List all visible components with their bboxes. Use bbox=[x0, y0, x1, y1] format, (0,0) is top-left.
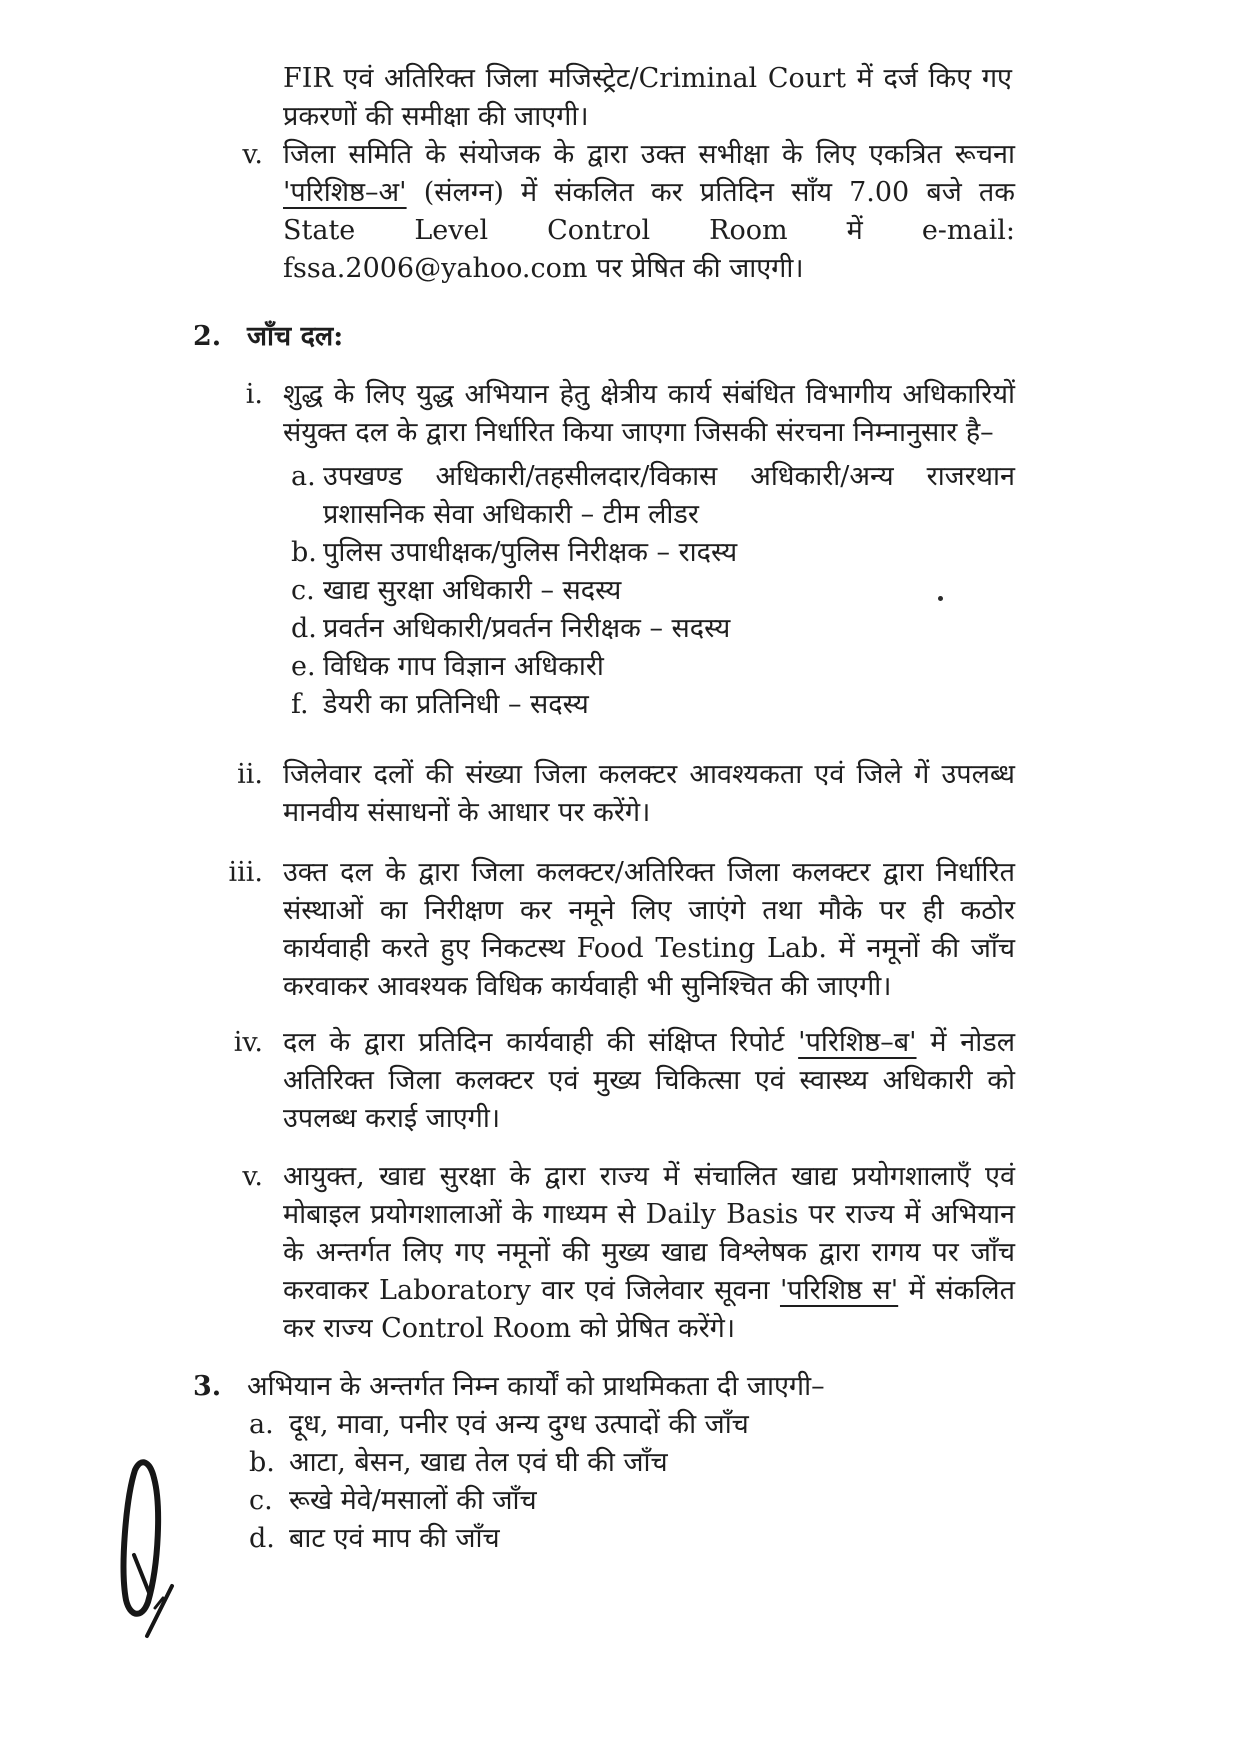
list-item-text bbox=[283, 1024, 1015, 1138]
list-item-text: शुद्ध के लिए युद्ध अभियान हेतु क्षेत्रीय कार्य संबंधित विभागीय अधिकारियों संयुक्त दल के द्वारा निर्धारित किया जाएगा जिसकी संरचना निम्नानुसार है– bbox=[283, 379, 1015, 448]
team-member-item bbox=[291, 610, 1015, 648]
text-segment: (संलग्न) में संकलित कर प्रतिदिन साँय 7.00 बजे तक State Level Control Room में e-mail: fssa.2006@yahoo.com पर प्रेषित की जाएगी। bbox=[283, 177, 1015, 284]
list-item-text bbox=[283, 1158, 1015, 1348]
stray-ink-dot bbox=[938, 596, 943, 601]
text-segment: में संकलित कर राज्य Control Room को प्रेषित करेंगे। bbox=[283, 1275, 1015, 1344]
list-marker: c. bbox=[249, 1485, 273, 1516]
team-member-item bbox=[291, 572, 1015, 610]
list-marker: i. bbox=[245, 379, 263, 410]
text-segment: आयुक्त, खाद्य सुरक्षा के द्वारा राज्य में संचालित खाद्य प्रयोगशालाएँ एवं मोबाइल प्रयोगशालाओं के गाध्यम से Daily Basis पर राज्य में अभियान के अन्तर्गत लिए गए नमूनों की मुख्य खाद्य विश्लेषक द्वारा रागय पर जाँच करवाकर Laboratory वार एवं जिलेवार सूवना bbox=[283, 1161, 1015, 1306]
list-item-text: खाद्य सुरक्षा अधिकारी – सदस्य bbox=[323, 575, 622, 606]
section-title: जाँच दल: bbox=[247, 321, 344, 352]
text-segment: जिला समिति के संयोजक के द्वारा उक्त सभीक्षा के लिए एकत्रित रूचना bbox=[283, 139, 1015, 170]
appendix-a-reference: 'परिशिष्ठ–अ' bbox=[283, 177, 407, 208]
list-item-text: उक्त दल के द्वारा जिला कलक्टर/अतिरिक्त जिला कलक्टर द्वारा निर्धारित संस्थाओं का निरीक्षण कर नमूने लिए जाएंगे तथा मौके पर ही कठोर कार्यवाही करते हुए निकटस्थ Food Testing Lab. में नमूनों की जाँच करवाकर आवश्यक विधिक कार्यवाही भी सुनिश्चित की जाएगी। bbox=[283, 857, 1015, 1002]
paragraph-fir-continuation: FIR एवं अतिरिक्त जिला मजिस्ट्रेट/Criminal Court में दर्ज किए गए प्रकरणों की समीक्षा की जाएगी। bbox=[283, 63, 1012, 132]
section-number: 2. bbox=[193, 321, 222, 352]
list-item-text: विधिक गाप विज्ञान अधिकारी bbox=[323, 651, 604, 682]
team-member-item bbox=[291, 686, 1015, 724]
list-marker: e. bbox=[291, 651, 316, 682]
team-member-item bbox=[291, 458, 1015, 534]
list-item-text: प्रवर्तन अधिकारी/प्रवर्तन निरीक्षक – सदस्य bbox=[323, 613, 731, 644]
priority-item bbox=[249, 1406, 1015, 1444]
section-3-heading bbox=[193, 1368, 1015, 1406]
list-marker: a. bbox=[249, 1409, 274, 1440]
list-item-text: डेयरी का प्रतिनिधी – सदस्य bbox=[323, 689, 589, 720]
list-item-text: पुलिस उपाधीक्षक/पुलिस निरीक्षक – रादस्य bbox=[323, 537, 738, 568]
priority-item bbox=[249, 1482, 1015, 1520]
section-2-heading bbox=[193, 318, 1015, 356]
list-marker: b. bbox=[249, 1447, 275, 1478]
priority-item bbox=[249, 1444, 1015, 1482]
priority-item bbox=[249, 1520, 1015, 1558]
section-number: 3. bbox=[193, 1371, 222, 1402]
list-marker: b. bbox=[291, 537, 317, 568]
list-item-text: आटा, बेसन, खाद्य तेल एवं घी की जाँच bbox=[289, 1447, 668, 1478]
signature-scribble bbox=[103, 1448, 213, 1658]
list-item-text: रूखे मेवे/मसालों की जाँच bbox=[289, 1485, 537, 1516]
team-member-item bbox=[291, 534, 1015, 572]
list-marker: ii. bbox=[237, 759, 263, 790]
document-body bbox=[193, 60, 1015, 1558]
appendix-b-reference: 'परिशिष्ठ–ब' bbox=[798, 1027, 917, 1058]
list-item-text: उपखण्ड अधिकारी/तहसीलदार/विकास अधिकारी/अन्य राजरथान प्रशासनिक सेवा अधिकारी – टीम लीडर bbox=[323, 461, 1015, 530]
list-marker: d. bbox=[249, 1523, 275, 1554]
list-item-2-i bbox=[193, 376, 1015, 452]
list-marker: iii. bbox=[228, 857, 263, 888]
list-item-text: दूध, मावा, पनीर एवं अन्य दुग्ध उत्पादों की जाँच bbox=[289, 1409, 749, 1440]
list-marker: v. bbox=[242, 1161, 263, 1192]
list-marker: a. bbox=[291, 461, 316, 492]
list-item-1-v bbox=[193, 136, 1015, 288]
list-item-text: जिलेवार दलों की संख्या जिला कलक्टर आवश्यकता एवं जिले गें उपलब्ध मानवीय संसाधनों के आधार पर करेंगे। bbox=[283, 759, 1015, 828]
text-segment: में नोडल अतिरिक्त जिला कलक्टर एवं मुख्य चिकित्सा एवं स्वास्थ्य अधिकारी को उपलब्ध कराई जाएगी। bbox=[283, 1027, 1016, 1134]
list-item-2-ii bbox=[193, 756, 1015, 832]
list-item-text: बाट एवं माप की जाँच bbox=[289, 1523, 500, 1554]
list-marker: f. bbox=[291, 689, 309, 720]
list-item-text bbox=[283, 136, 1015, 288]
list-marker: iv. bbox=[233, 1027, 263, 1058]
section-title: अभियान के अन्तर्गत निम्न कार्यों को प्राथमिकता दी जाएगी– bbox=[247, 1371, 825, 1402]
list-marker: d. bbox=[291, 613, 317, 644]
team-member-item bbox=[291, 648, 1015, 686]
list-item-2-v bbox=[193, 1158, 1015, 1348]
list-item-2-iii bbox=[193, 854, 1015, 1006]
text-segment: दल के द्वारा प्रतिदिन कार्यवाही की संक्षिप्त रिपोर्ट bbox=[283, 1027, 799, 1058]
list-marker: c. bbox=[291, 575, 315, 606]
list-marker: v. bbox=[242, 139, 263, 170]
appendix-s-reference: 'परिशिष्ठ स' bbox=[779, 1275, 899, 1306]
list-item-2-iv bbox=[193, 1024, 1015, 1138]
